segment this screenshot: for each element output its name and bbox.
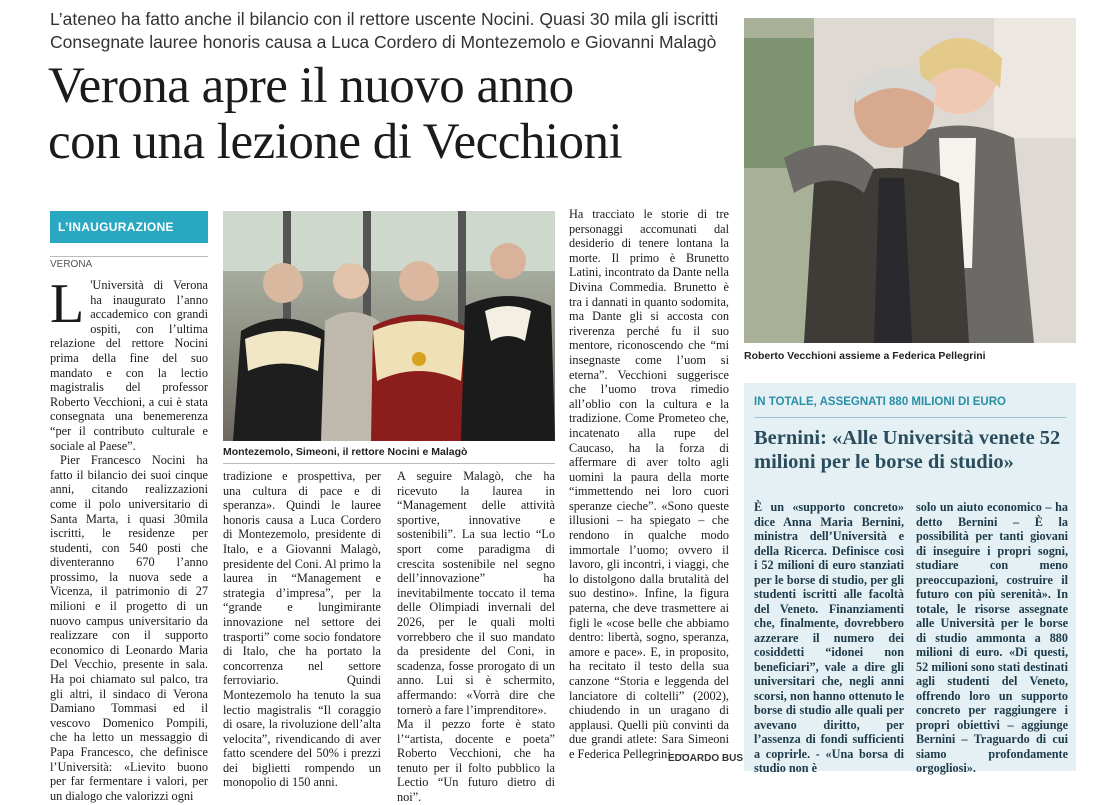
section-tag: L’INAUGURAZIONE	[50, 211, 208, 243]
article-paragraph: Ha tracciato le storie di tre personaggi accomunati dal desiderio di tenere lontana la morte. Il primo è Brunetto Latini, incontrato da Dante nella Divina Commedia. Brunetto è tra i dannati in quanto sodomita, ma Dante gli si accosta con riverenza perché fu il suo mentore, riconoscendo che “mi insegnaste come l’uom si eterna”. Vecchioni suggerisce che l’uomo trova rimedio all’oblio con la cultura e la tradizione. Come Prometeo che, incatenato alla rupe del Caucaso, ha la forza di affermare di aver tolto agli uomini la paura della morte “immettendo nei loro cuori speranze cieche”. «Sono queste illusioni – ha spiegato – che rendono in qualche modo immortale l’uomo; ovvero il lavoro, gli incontri, i viaggi, che lo distolgono dalla brutalità del suo destino». Infine, la figura paterna, che deve trasmettere ai figli le «cose belle che abbiamo dentro: libertà, sogno, speranza, amore e pace». E, in proposito, ha recitato il testo della sua canzone “Storia e leggenda del lanciatore di coltelli” (2002), chiudendo in un uragano di applausi. Quelli più convinti da due grandi atlete: Sara Simeoni e Federica Pellegrini. —	[569, 207, 729, 761]
dropcap: L	[50, 273, 85, 335]
headline-line-2: con una lezione di Vecchioni	[48, 114, 623, 170]
article-paragraph: A seguire Malagò, che ha ricevuto la laurea in “Management delle attività sportive, innovative e sostenibili”. La sua lectio “Lo sport come paradigma di crescita sostenibile nel segno dell’innovazione” ha inevitabilmente toccato il tema delle Olimpiadi invernali del 2026, per le quali molti vorrebbero che il suo mandato da presidente del Coni, in scadenza, fosse prorogato di un anno. Lui si è schermito, affermando: «Vorrà dire che tornerò a fare l’imprenditore». Ma il pezzo forte è stato l’“artista, docente e poeta” Roberto Vecchioni, che ha tenuto per il folto pubblico la Lectio “Un futuro dietro di noi”.	[397, 469, 555, 805]
portrait-photo	[744, 18, 1076, 343]
sidebar-column-2: solo un aiuto economico – ha detto Bernini – È la possibilità per tanti giovani di inseguire i propri sogni, studiare con meno preoccupazioni, costruire il futuro con più serenità». In totale, le risorse assegnate alle Università per le borse di studio ammonta a 880 milioni di euro. «Di questi, 52 milioni sono stati destinati agli studenti del Veneto, offrendo loro un supporto concreto per raggiungere i propri obiettivi – aggiunge Bernini – Traguardo di cui siamo profondamente orgogliosi».	[916, 500, 1068, 775]
photo-caption: Roberto Vecchioni assieme a Federica Pellegrini	[744, 350, 986, 362]
photo-caption: Montezemolo, Simeoni, il rettore Nocini e Malagò	[223, 446, 468, 458]
headline-line-1: Verona apre il nuovo anno	[48, 58, 574, 114]
group-photo	[223, 211, 555, 441]
kicker-line-2: Consegnate lauree honoris causa a Luca Cordero di Montezemolo e Giovanni Malagò	[50, 32, 717, 52]
divider	[223, 463, 555, 464]
article-column-1	[50, 273, 208, 803]
portrait-photo-image	[744, 18, 1076, 343]
article-column-3	[397, 469, 555, 805]
sidebar-tag: IN TOTALE, ASSEGNATI 880 MILIONI DI EURO	[754, 396, 1006, 408]
article-paragraph: tradizione e prospettiva, per una cultura di pace e di speranza». Quindi le lauree honoris causa a Luca Cordero di Montezemolo, presidente di Italo, e a Giovanni Malagò, presidente del Coni. Al primo la laurea in “Management e strategia d’impresa”, per la “grande e lungimirante innovazione nel settore dei trasporti” come socio fondatore di Italo, che ha portato la concorrenza nel settore ferroviario. Quindi Montezemolo ha tenuto la sua lectio magistralis “Il coraggio di osare, la rivoluzione dell’alta velocita”, rivendicando di aver fatto scendere del 50% i prezzi dei biglietti rompendo un monopolio di 150 anni.	[223, 469, 381, 790]
sidebar-title: Bernini: «Alle Università venete 52 milioni per le borse di studio»	[754, 427, 1061, 473]
article-column-4	[569, 207, 729, 762]
article-column-2	[223, 469, 381, 790]
article-paragraph: 'Università di Verona ha inaugurato l’anno accademico con grandi ospiti, con l’ultima relazione del rettore Nocini prima della fine del suo mandato e con la lectio magistralis del professor Roberto Vecchioni, a cui è stata consegnata una benemerenza “per il contributo culturale e sociale al Paese”.	[50, 278, 208, 453]
group-photo-image	[223, 211, 555, 441]
divider	[754, 417, 1066, 418]
byline: EDOARDO BUS	[668, 753, 744, 764]
headline	[48, 58, 738, 170]
kicker	[50, 8, 730, 54]
sidebar-column-1: È un «supporto concreto» dice Anna Maria Bernini, ministra dell’Università e della Ricerca. Definisce così i 52 milioni di euro stanziati per le borse di studio, per gli studenti iscritti alle facoltà del Veneto. Finanziamenti che, finalmente, dovrebbero azzerare il numero dei cosiddetti “idonei non beneficiari”, vale a dire gli universitari che, negli anni scorsi, non hanno ottenuto le borse di studio alle quali per avevano diritto, per l’assenza di fondi sufficienti a coprirle. - «Una borsa di studio non è	[754, 500, 904, 775]
kicker-line-1: L’ateneo ha fatto anche il bilancio con il rettore uscente Nocini. Quasi 30 mila gli iscritti	[50, 9, 719, 29]
dateline: VERONA	[50, 256, 208, 270]
article-paragraph: Pier Francesco Nocini ha fatto il bilancio dei suoi cinque anni, citando realizzazioni come il polo universitario di Santa Marta, i quasi 30mila iscritti, le residenze per studenti, con 540 posti che diventeranno 670 l’anno prossimo, la nuova sede a Vicenza, il patrimonio di 27 milioni e il progetto di un nuovo campus universitario da realizzare con il supporto economico di Leonardo Maria Del Vecchio, presente in sala. Ha poi chiamato sul palco, tra gli altri, il sindaco di Verona Damiano Tommasi ed il vescovo Domenico Pompili, che ha letto un messaggio di Papa Francesco, che definisce l’Università: «Lievito buono per far fermentare i valori, per un dialogo che valorizzi ogni	[50, 453, 208, 803]
